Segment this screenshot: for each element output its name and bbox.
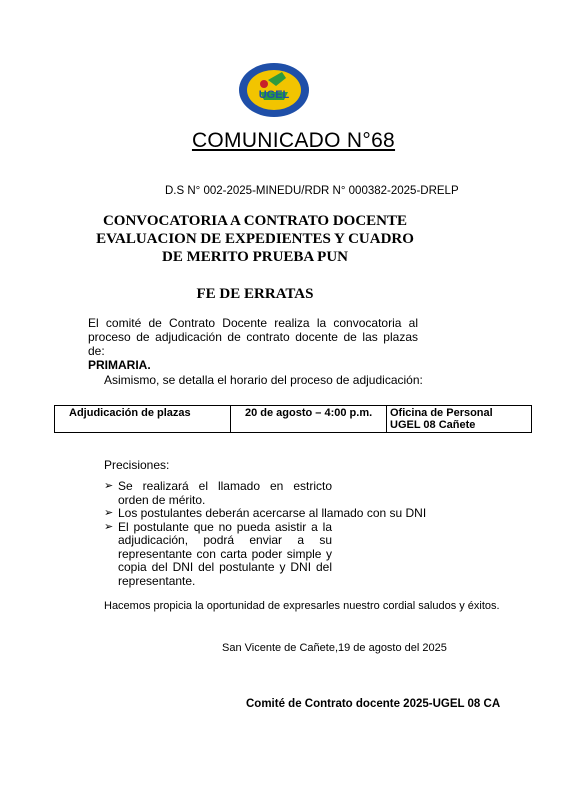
bullet-text: Se realizará el llamado en estricto orden de mérito. <box>118 479 332 507</box>
list-item <box>104 506 427 521</box>
fe-de-erratas: FE DE ERRATAS <box>196 286 314 302</box>
bullet-text: Los postulantes deberán acercarse al llamado con su DNI <box>118 506 427 520</box>
list-item <box>104 521 332 589</box>
place-date: San Vicente de Cañete,19 de agosto del 2025 <box>222 642 447 654</box>
list-item <box>104 480 332 507</box>
datetime-cell: 20 de agosto – 4:00 p.m. <box>231 406 387 433</box>
place-line-1: Oficina de Personal <box>390 407 493 419</box>
heading-line-1: CONVOCATORIA A CONTRATO DOCENTE <box>102 213 408 229</box>
arrow-bullet-icon: ➢ <box>104 507 114 519</box>
heading-line-2: EVALUACION DE EXPEDIENTES Y CUADRO <box>96 231 414 247</box>
place-line-2: UGEL 08 Cañete <box>390 419 476 431</box>
legal-reference: D.S N° 002-2025-MINEDU/RDR N° 000382-2025-DRELP <box>165 185 459 197</box>
place-cell <box>387 406 532 433</box>
logo-center-text: UGEL <box>258 89 290 101</box>
intro-paragraph <box>88 316 418 372</box>
arrow-bullet-icon: ➢ <box>104 480 114 492</box>
precisiones-label: Precisiones: <box>104 458 170 472</box>
schedule-intro: Asimismo, se detalla el horario del proceso de adjudicación: <box>104 373 423 387</box>
intro-line-1: El comité de Contrato Docente realiza la convocatoria al <box>88 316 418 330</box>
signature: Comité de Contrato docente 2025-UGEL 08 CA <box>246 698 501 710</box>
arrow-bullet-icon: ➢ <box>104 520 114 533</box>
schedule-table <box>54 405 532 433</box>
activity-cell: Adjudicación de plazas <box>55 406 231 433</box>
bullet-text: El postulante que no pueda asistir a la adjudicación, podrá enviar a su representante con carta poder simple y copia del DNI del postulante y DNI del representante. <box>118 519 332 588</box>
heading-line-3: DE MERITO PRUEBA PUN <box>162 249 348 265</box>
closing-sentence: Hacemos propicia la oportunidad de expresarles nuestro cordial saludos y éxitos. <box>104 600 500 612</box>
table-row <box>55 406 532 433</box>
page-title: COMUNICADO N°68 <box>191 129 396 152</box>
precisiones-list <box>104 479 427 588</box>
ugel-logo <box>238 62 310 118</box>
intro-line-2: proceso de adjudicación de contrato docente de las plazas de: <box>88 330 418 358</box>
intro-line-3: PRIMARIA. <box>88 358 151 372</box>
